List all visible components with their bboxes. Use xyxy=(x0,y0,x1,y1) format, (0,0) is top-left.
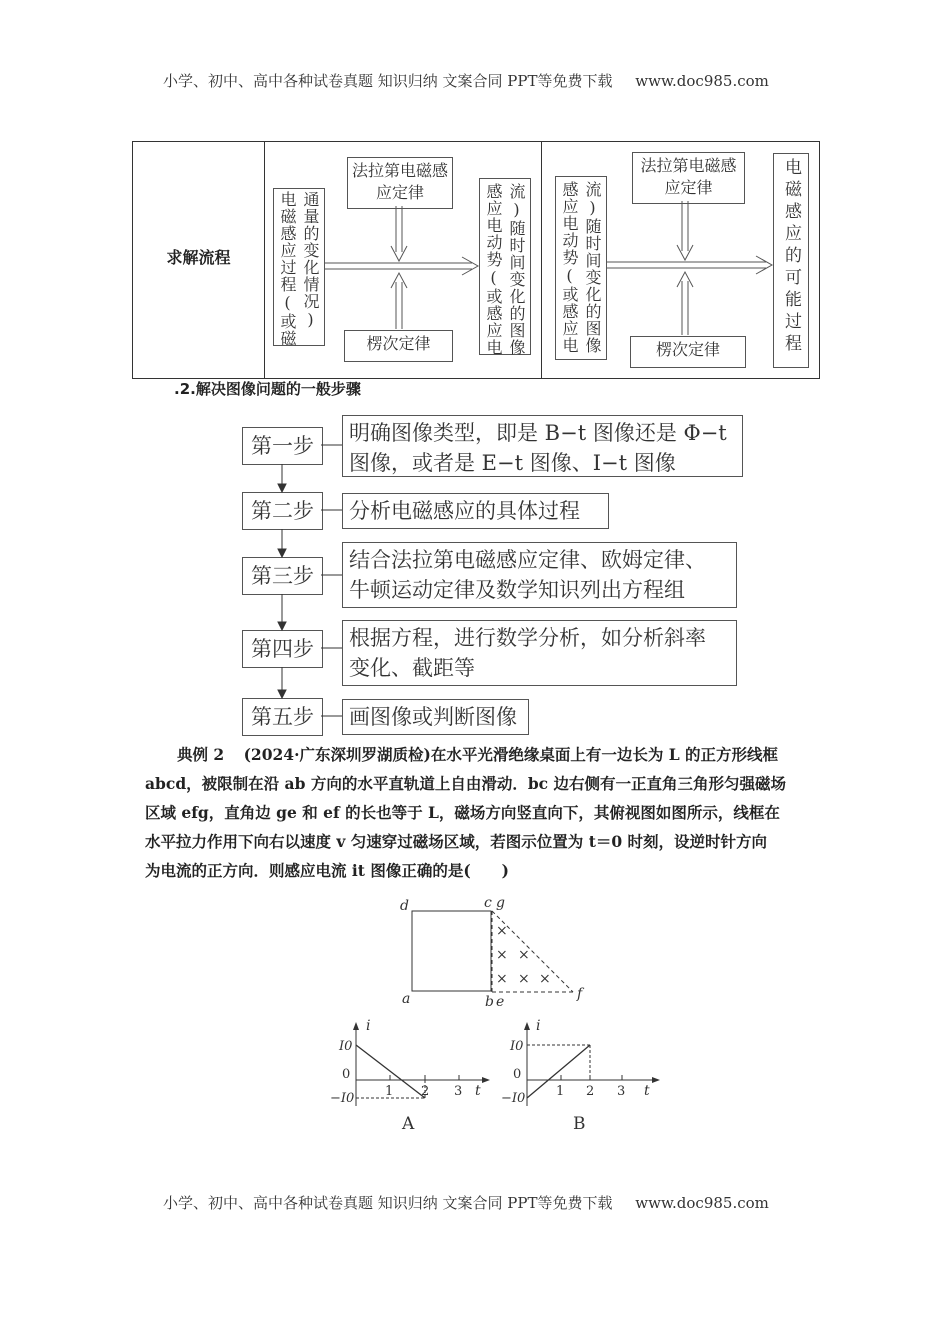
graph-b-tick: 1 xyxy=(556,1084,565,1099)
field-mark: × xyxy=(539,971,551,987)
step-1-line2: 图像，或者是 E−t 图像、I−t 图像 xyxy=(349,451,676,475)
example-line4: 水平拉力作用下向右以速度 v 匀速穿过磁场区域，若图示位置为 t＝0 时刻，设逆时针方向 xyxy=(145,832,768,851)
faraday-box-2: 法拉第电磁感应定律 xyxy=(632,152,745,204)
example-line3: 区域 efg，直角边 ge 和 ef 的长也等于 L，磁场方向竖直向下，其俯视图如图所示，线框在 xyxy=(145,803,780,822)
label-a: a xyxy=(402,991,411,1007)
lenz-box: 楞次定律 xyxy=(344,330,453,362)
step-2-label: 第二步 xyxy=(242,492,323,530)
step-4-label: 第四步 xyxy=(242,630,323,668)
graph-a xyxy=(330,1018,490,1134)
step-3-label: 第三步 xyxy=(242,557,323,595)
step-3-line1: 结合法拉第电磁感应定律、欧姆定律、 xyxy=(349,548,706,572)
graph-a-negI0: −I0 xyxy=(330,1091,355,1106)
graph-a-zero: 0 xyxy=(342,1067,351,1082)
flow-input-col-a: 电磁感应过程(或磁 xyxy=(278,191,297,347)
example-source: (2024·广东深圳罗湖质检) xyxy=(243,745,431,764)
graph-a-I0: I0 xyxy=(339,1039,353,1054)
flow2-input-col-a: 感应电动势(或感应电 xyxy=(560,181,579,354)
step-1-line1: 明确图像类型，即是 B−t 图像还是 Φ−t xyxy=(349,421,727,445)
label-d: d xyxy=(400,898,409,914)
square-frame xyxy=(412,911,491,991)
label-b: b xyxy=(485,994,494,1010)
step-1-label: 第一步 xyxy=(242,427,323,465)
step-4-line1: 根据方程，进行数学分析，如分析斜率 xyxy=(349,626,706,650)
graph-b-x-label: t xyxy=(644,1083,650,1099)
flow-output-col-a: 感应电动势(或感应电 xyxy=(484,183,503,356)
example-line5: 为电流的正方向．则感应电流 it 图像正确的是( ) xyxy=(145,861,510,880)
option-b-label: B xyxy=(573,1114,586,1134)
field-mark: × xyxy=(496,971,508,987)
graph-a-tick: 1 xyxy=(385,1084,394,1099)
step-5-label: 第五步 xyxy=(242,698,323,736)
label-g: g xyxy=(496,895,505,911)
flow2-output-text: 电磁感应的可能过程 xyxy=(781,158,801,356)
step-3-line2: 牛顿运动定律及数学知识列出方程组 xyxy=(349,578,685,602)
graph-b-y-label: i xyxy=(536,1018,541,1034)
graph-b-tick: 2 xyxy=(586,1084,595,1099)
field-mark: × xyxy=(496,947,508,963)
option-a-label: A xyxy=(402,1114,415,1134)
header-text: 小学、初中、高中各种试卷真题 知识归纳 文案合同 PPT等免费下载 xyxy=(163,72,613,90)
field-mark: × xyxy=(518,947,530,963)
example-line1: 在水平光滑绝缘桌面上有一边长为 L 的正方形线框 xyxy=(430,745,779,764)
label-c: c xyxy=(484,895,492,911)
step-4-line2: 变化、截距等 xyxy=(349,656,475,680)
field-mark: × xyxy=(496,923,508,939)
graph-b-zero: 0 xyxy=(513,1067,522,1082)
graph-b-negI0: −I0 xyxy=(501,1091,526,1106)
section-title: .2.解决图像问题的一般步骤 xyxy=(174,380,361,398)
step-5-line1: 画图像或判断图像 xyxy=(349,705,517,729)
label-e: e xyxy=(496,994,505,1010)
lenz-box-2: 楞次定律 xyxy=(630,336,746,368)
field-mark: × xyxy=(518,971,530,987)
row-label: 求解流程 xyxy=(166,248,231,267)
graph-b-tick: 3 xyxy=(617,1084,626,1099)
flow-input-col-b: 通量的变化情况) xyxy=(301,191,320,330)
step-2-line1: 分析电磁感应的具体过程 xyxy=(349,499,580,523)
footer-text: 小学、初中、高中各种试卷真题 知识归纳 文案合同 PPT等免费下载 xyxy=(163,1194,613,1212)
graph-a-x-label: t xyxy=(475,1083,481,1099)
graph-b xyxy=(501,1018,660,1134)
flow2-input-col-b: 流)随时间变化的图像 xyxy=(583,181,602,354)
example-label: 典例 2 xyxy=(177,745,225,764)
graph-a-tick: 2 xyxy=(421,1084,430,1099)
graph-a-tick: 3 xyxy=(454,1084,463,1099)
example-line2: abcd，被限制在沿 ab 方向的水平直轨道上自由滑动．bc 边右侧有一正直角三角形匀强磁场 xyxy=(145,774,787,793)
graph-b-I0: I0 xyxy=(510,1039,524,1054)
faraday-box: 法拉第电磁感应定律 xyxy=(347,157,453,209)
page-footer xyxy=(163,1192,769,1213)
graph-a-y-label: i xyxy=(366,1018,371,1034)
flow-output-col-b: 流)随时间变化的图像 xyxy=(507,183,526,356)
footer-site: www.doc985.com xyxy=(635,1194,769,1212)
label-f: f xyxy=(577,986,583,1002)
header-site: www.doc985.com xyxy=(635,72,769,90)
